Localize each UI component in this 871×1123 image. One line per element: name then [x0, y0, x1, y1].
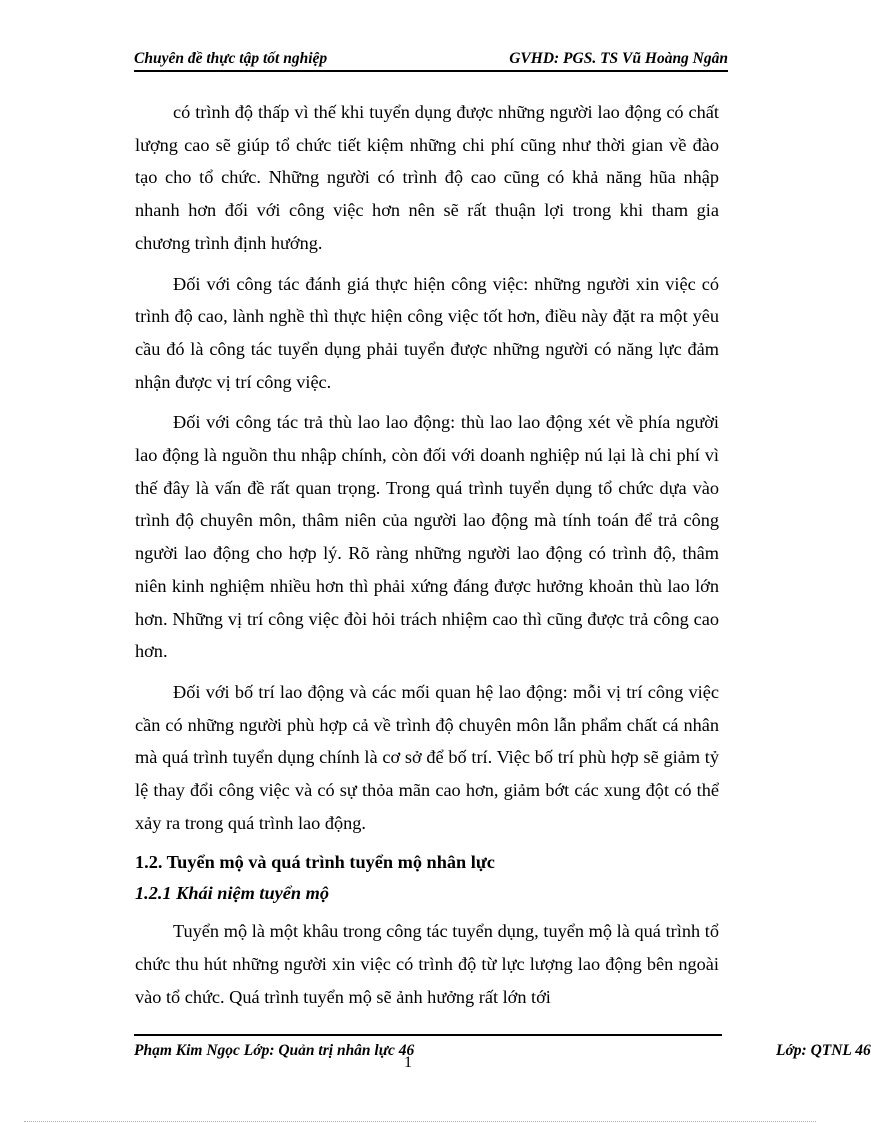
paragraph-recruitment-definition: Tuyển mộ là một khâu trong công tác tuyển dụng, tuyển mộ là quá trình tổ chức thu hút những người xin việc có trình độ từ lực lượng lao động bên ngoài vào tổ chức. Quá trình tuyển mộ sẽ ảnh hưởng rất lớn tới: [135, 921, 719, 1007]
subsection-heading: 1.2.1 Khái niệm tuyển mộ: [135, 883, 330, 904]
footer-divider: [134, 1034, 722, 1036]
paragraph-performance-evaluation: Đối với công tác đánh giá thực hiện công việc: những người xin việc có trình độ cao, lành nghề thì thực hiện công việc tốt hơn, điều này đặt ra một yêu cầu đó là công tác tuyển dụng phải tuyển được những người có năng lực đảm nhận được vị trí công việc.: [135, 273, 719, 392]
header-supervisor: GVHD: PGS. TS Vũ Hoàng Ngân: [509, 50, 728, 67]
document-body: [135, 96, 719, 1022]
section-heading: 1.2. Tuyển mộ và quá trình tuyển mộ nhân lực: [135, 852, 495, 873]
paragraph-labor-arrangement: Đối với bố trí lao động và các mối quan hệ lao động: mỗi vị trí công việc cần có những người phù hợp cả về trình độ chuyên môn lẫn phẩm chất cá nhân mà quá trình tuyển dụng chính là cơ sở để bố trí. Việc bố trí phù hợp sẽ giảm tỷ lệ thay đổi công việc và có sự thỏa mãn cao hơn, giảm bớt các xung đột có thể xảy ra trong quá trình lao động.: [135, 681, 719, 833]
paragraph-compensation: Đối với công tác trả thù lao lao động: thù lao lao động xét về phía người lao động là nguồn thu nhập chính, còn đối với doanh nghiệp nú lại là chi phí vì thế đây là vấn đề rất quan trọng. Trong quá trình tuyển dụng tổ chức dựa vào trình độ chuyên môn, thâm niên của người lao động mà tính toán để trả công người lao động cho hợp lý. Rõ ràng những người lao động có trình độ, thâm niên kinh nghiệm nhiều hơn thì phải xứng đáng được hưởng khoản thù lao lớn hơn. Những vị trí công việc đòi hỏi trách nhiệm cao thì cũng được trả công cao hơn.: [135, 412, 719, 662]
footer-class: Lớp: QTNL 46: [776, 1042, 871, 1059]
footer-author: Phạm Kim Ngọc Lớp: Quản trị nhân lực 46: [134, 1042, 415, 1059]
header-document-title: Chuyên đề thực tập tốt nghiệp: [134, 50, 328, 67]
page-number: 1: [404, 1054, 412, 1071]
page-bottom-dotted-line: [24, 1121, 816, 1122]
paragraph-continuation: có trình độ thấp vì thế khi tuyển dụng được những người lao động có chất lượng cao sẽ giúp tổ chức tiết kiệm những chi phí cũng như thời gian về đào tạo cho tổ chức. Những người có trình độ cao cũng có khả năng hũa nhập nhanh hơn đối với công việc hơn nên sẽ rất thuận lợi trong khi tham gia chương trình định hướng.: [135, 102, 719, 253]
page-header: [134, 48, 728, 72]
